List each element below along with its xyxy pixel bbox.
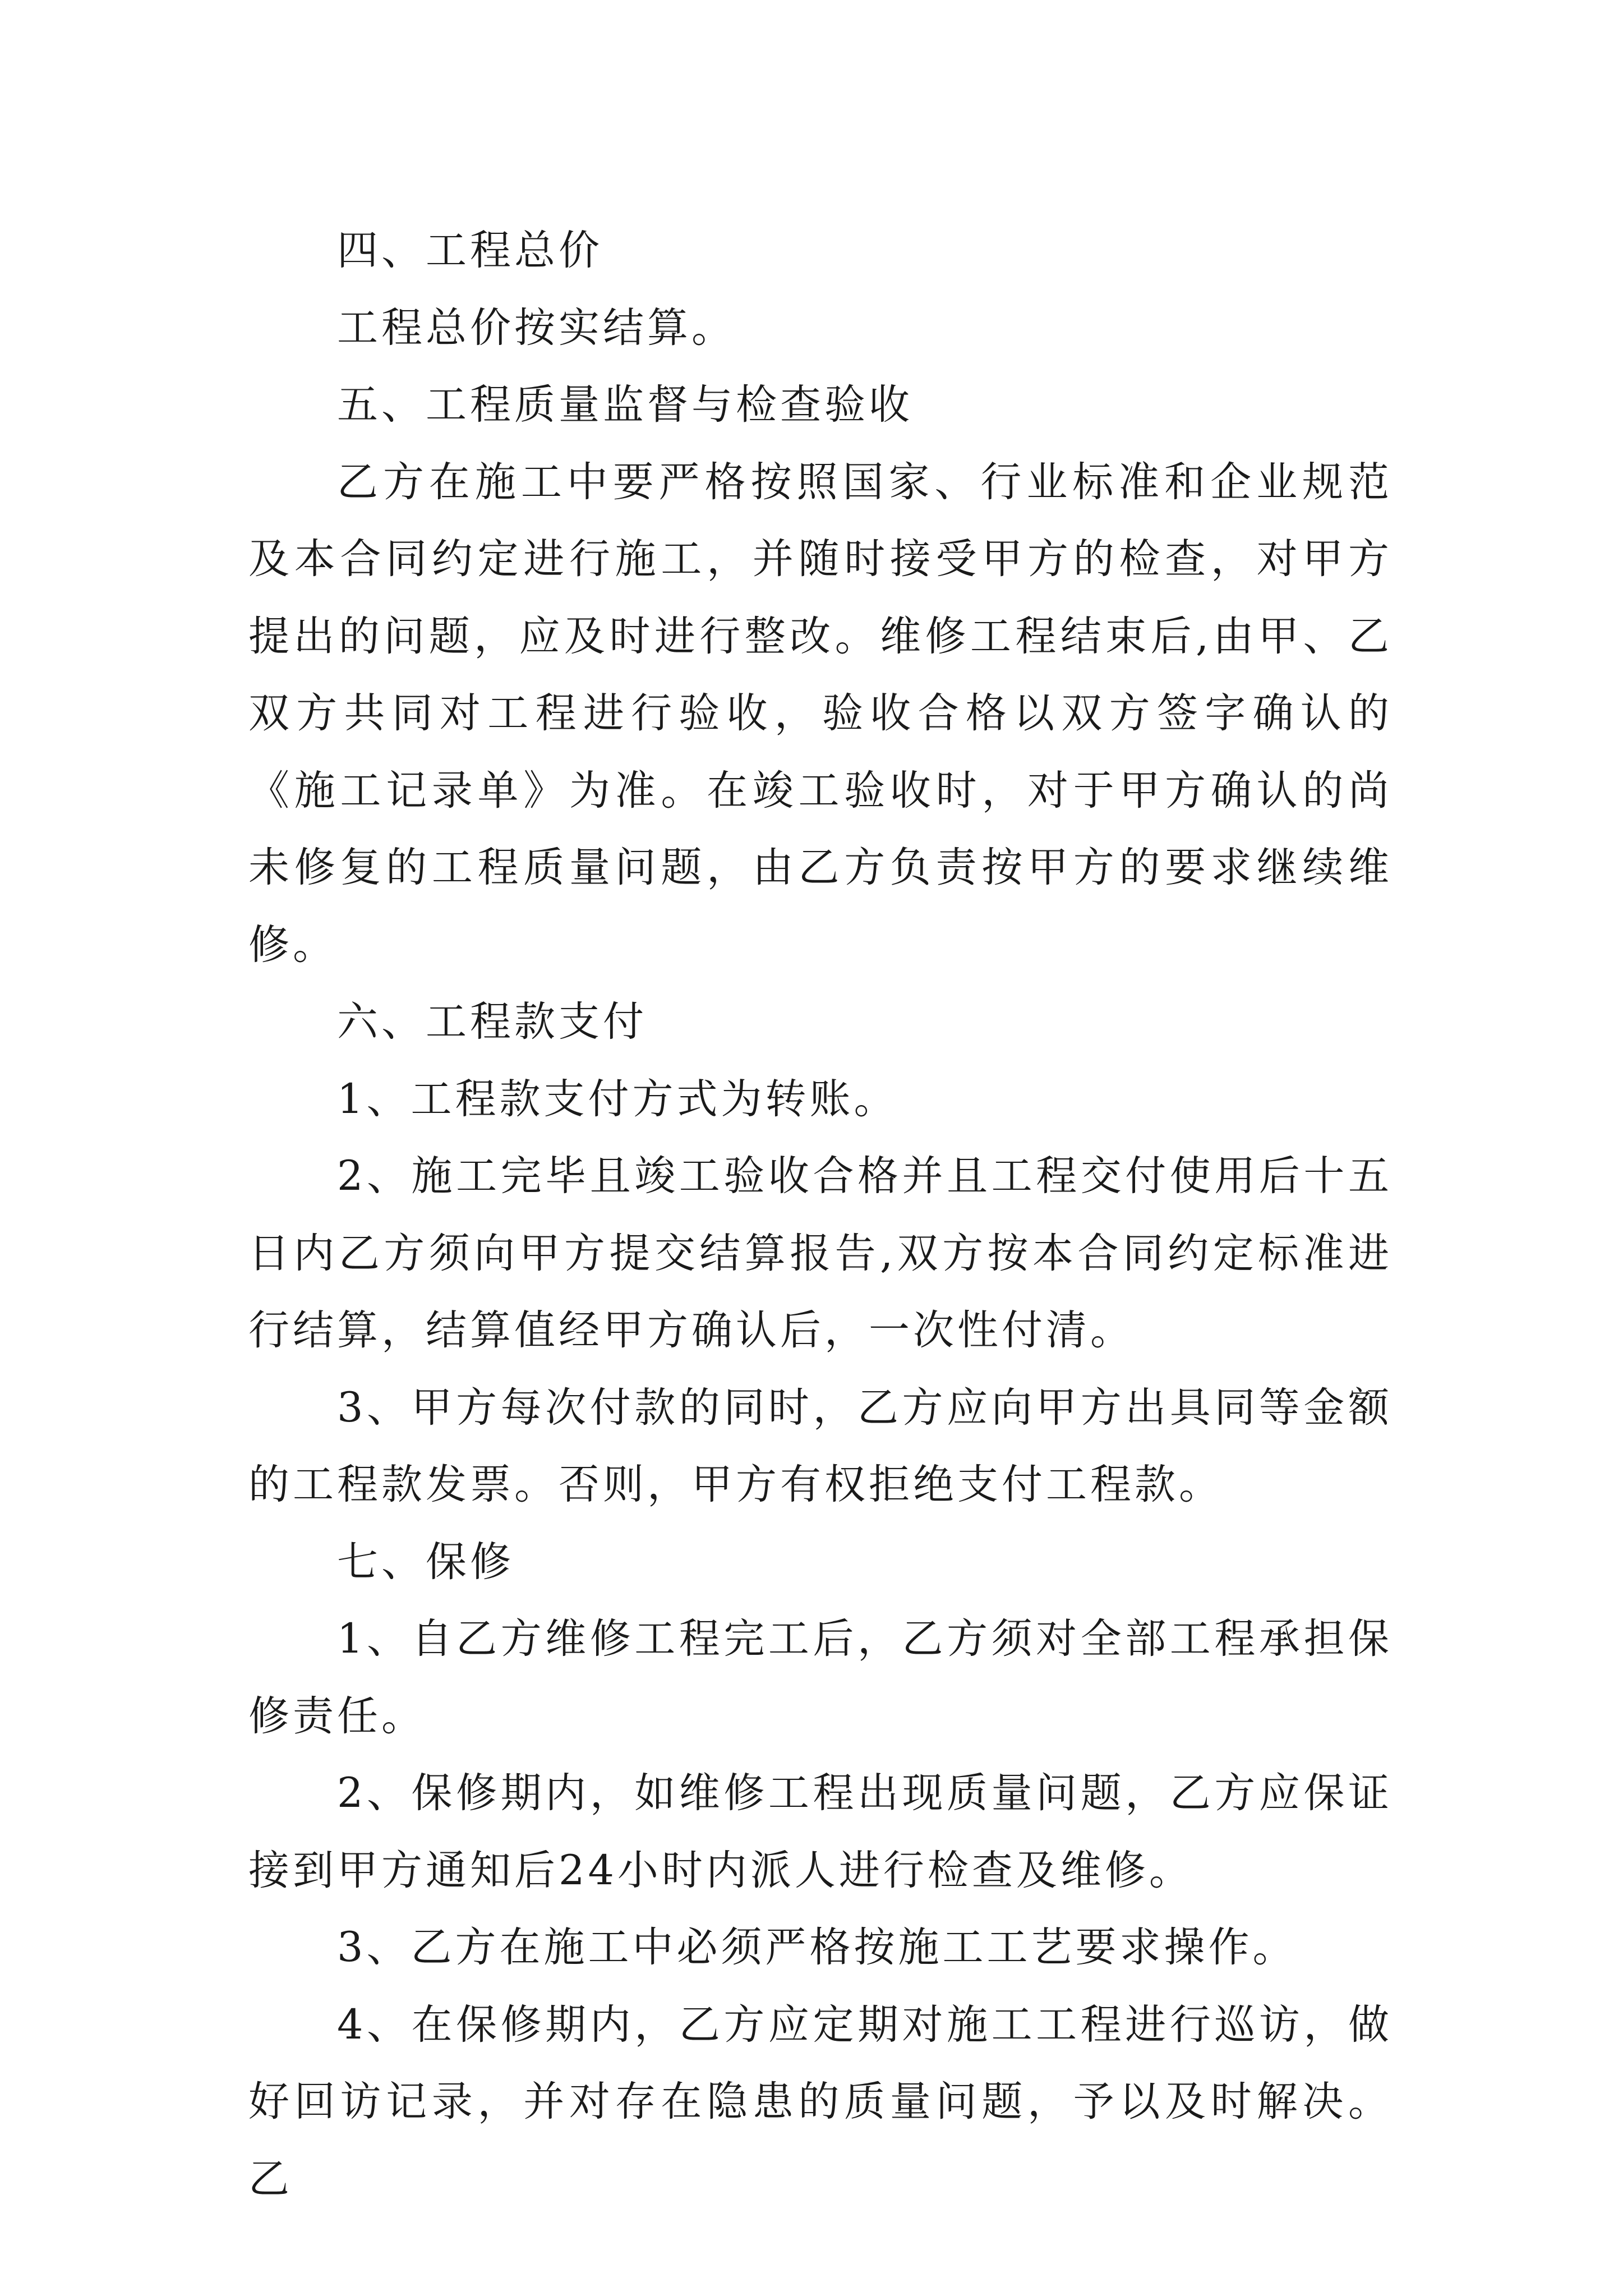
section-heading-total-price: 四、工程总价	[337, 227, 603, 274]
paragraph-warranty-3: 3、乙方在施工中必须严格按施工工艺要求操作。	[337, 1924, 1297, 1971]
section-heading-warranty: 七、保修	[337, 1538, 514, 1586]
section-heading-quality: 五、工程质量监督与检查验收	[337, 381, 913, 429]
paragraph-payment-3: 3、甲方每次付款的同时，乙方应向甲方出具同等金额的工程款发票。否则，甲方有权拒绝支付工程款。	[248, 1383, 1393, 1508]
paragraph-warranty-4: 4、在保修期内，乙方应定期对施工工程进行巡访，做好回访记录，并对存在隐患的质量问题，予以及时解决。乙	[248, 2000, 1393, 2203]
paragraph-payment-2: 2、施工完毕且竣工验收合格并且工程交付使用后十五日内乙方须向甲方提交结算报告,双方按本合同约定标准进行结算，结算值经甲方确认后，一次性付清。	[248, 1152, 1393, 1354]
paragraph-warranty-1: 1、自乙方维修工程完工后，乙方须对全部工程承担保修责任。	[248, 1615, 1393, 1740]
paragraph-payment-1: 1、工程款支付方式为转账。	[337, 1075, 898, 1123]
paragraph-warranty-2: 2、保修期内，如维修工程出现质量问题，乙方应保证接到甲方通知后24小时内派人进行检查及维修。	[248, 1769, 1393, 1894]
section-heading-payment: 六、工程款支付	[337, 998, 647, 1046]
document-body	[248, 212, 1393, 2217]
paragraph-total-price: 工程总价按实结算。	[337, 303, 736, 352]
paragraph-quality: 乙方在施工中要严格按照国家、行业标准和企业规范及本合同约定进行施工，并随时接受甲方的检查，对甲方提出的问题，应及时进行整改。维修工程结束后,由甲、乙双方共同对工程进行验收，验收合格以双方签字确认的《施工记录单》为准。在竣工验收时，对于甲方确认的尚未修复的工程质量问题，由乙方负责按甲方的要求继续维修。	[248, 458, 1393, 969]
